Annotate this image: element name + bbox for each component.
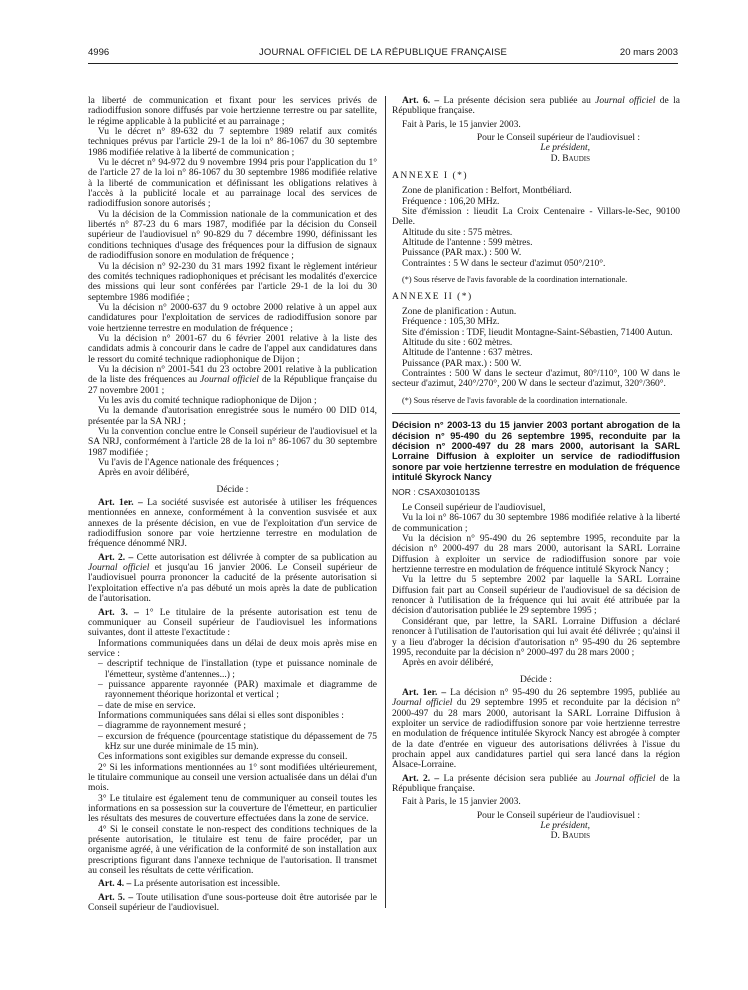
page-header — [88, 47, 678, 61]
annex-line: Site d'émission : TDF, lieudit Montagne-Saint-Sébastien, 71400 Autun. — [402, 327, 673, 338]
article-1: Art. 1er. – La décision n° 95-490 du 26 septembre 1995, publiée au Journal officiel du 29 septembre 1995 et reconduite par la décision n° 2000-497 du 28 mars 2000, autorisant la SARL Lorraine Diffusion à exploiter un service de radiodiffusion sonore par voie hertzienne terrestre en modulation de fréquence intitulée Skyrock Nancy est abrogée à compter de la date d'entrée en vigueur des autorisations délivrées à l'issue du prochain appel aux candidatures partiel qui sera lancé dans la région Alsace-Lorraine. — [392, 687, 681, 771]
column-divider — [385, 96, 386, 908]
paragraph: Vu la loi n° 86-1067 du 30 septembre 1986 modifiée relative à la liberté de communication ; — [392, 513, 680, 534]
section-separator — [392, 413, 680, 414]
decision-title: Décision n° 2003-13 du 15 janvier 2003 portant abrogation de la décision n° 95-490 du 26 septembre 1995, reconduite par la décision n° 2000-497 du 28 mars 2000, autorisant la SARL Lorraine Diffusion à exploiter un service de radiodiffusion sonore par voie hertzienne terrestre en modulation de fréquence intitulé Skyrock Nancy — [392, 420, 680, 483]
header-rule — [88, 63, 678, 64]
paragraph: Ces informations sont exigibles sur demande expresse du conseil. — [98, 752, 348, 763]
paragraph: Vu la décision n° 2001-541 du 23 octobre 2001 relative à la publication de la liste des fréquences au Journal officiel de la République française du 27 novembre 2001 ; — [88, 364, 377, 396]
page-number: 4996 — [88, 47, 110, 58]
signature-for: Pour le Conseil supérieur de l'audiovisuel : — [476, 810, 640, 821]
annex-footnote: (*) Sous réserve de l'avis favorable de la coordination internationale. — [402, 275, 628, 285]
paragraph: Vu la demande d'autorisation enregistrée sous le numéro 00 DID 014, présentée par la SA NRJ ; — [88, 406, 377, 427]
annex-line: Fréquence : 105,30 MHz. — [402, 317, 500, 328]
article-3: Art. 3. – 1° Le titulaire de la présente autorisation est tenu de communiquer au Conseil supérieur de l'audiovisuel les informations suivantes, dont il atteste l'exactitude : — [88, 607, 377, 639]
annex-line: Puissance (PAR max.) : 500 W. — [402, 358, 522, 369]
signature-name: D. Baudis — [550, 153, 590, 164]
article-5: Art. 5. – Toute utilisation d'une sous-porteuse doit être autorisée par le Conseil supérieur de l'audiovisuel. — [88, 892, 377, 914]
done-at: Fait à Paris, le 15 janvier 2003. — [402, 797, 521, 808]
paragraph: Vu la décision n° 2001-67 du 6 février 2001 relative à la liste des candidats admis à concourir dans le cadre de l'appel aux candidatures dans le ressort du comité technique radiophonique de Dijon ; — [88, 333, 377, 365]
signature-name: D. Baudis — [550, 831, 590, 842]
paragraph: Vu la lettre du 5 septembre 2002 par laquelle la SARL Lorraine Diffusion fait part au Conseil supérieur de l'audiovisuel de sa décision de renoncer à l'utilisation de la fréquence qui lui avait été attribuée par la décision d'autorisation publiée le 29 septembre 1995 ; — [392, 575, 680, 617]
paragraph: Le Conseil supérieur de l'audiovisuel, — [402, 503, 546, 514]
decide-heading: Décide : — [520, 674, 552, 685]
paragraph: Vu l'avis de l'Agence nationale des fréquences ; — [98, 458, 279, 469]
right-column — [392, 96, 680, 842]
left-column — [88, 96, 377, 913]
paragraph: Informations communiquées sans délai si elles sont disponibles : — [98, 710, 344, 721]
paragraph: 3° Le titulaire est également tenu de communiquer au conseil toutes les informations en sa possession sur la couverture de l'émetteur, en particulier les résultats des mesures de couverture effectuées dans la zone de service. — [88, 793, 377, 825]
paragraph: Vu la décision de la Commission nationale de la communication et des libertés n° 87-23 du 6 mars 1987, modifiée par la décision du Conseil supérieur de l'audiovisuel n° 90-829 du 7 décembre 1990, définissant les conditions techniques d'usage des fréquences pour la diffusion de signaux de radiodiffusion sonore en modulation de fréquence ; — [88, 209, 377, 262]
paragraph: Vu la décision n° 95-490 du 26 septembre 1995, reconduite par la décision n° 2000-497 du 28 mars 2000, autorisant la SARL Lorraine Diffusion à exploiter un service de radiodiffusion sonore par voie hertzienne terrestre en modulation de fréquence intitulé Skyrock Nancy ; — [392, 534, 680, 576]
annex-line: Contraintes : 500 W dans le secteur d'azimut, 80°/110°, 100 W dans le secteur d'azimut, 240°/270°, 200 W dans le secteur d'azimut, 320°/360°. — [392, 369, 680, 390]
article-4: Art. 4. – La présente autorisation est incessible. — [98, 879, 281, 890]
article-2: Art. 2. – La présente décision sera publiée au Journal officiel de la République française. — [392, 773, 680, 794]
annex-line: Altitude du site : 575 mètres. — [402, 227, 513, 238]
paragraph: Après en avoir délibéré, — [98, 468, 190, 479]
signature-role: Le président, — [540, 143, 590, 154]
article-1: Art. 1er. – La société susvisée est autorisée à utiliser les fréquences mentionnées en annexe, conformément à la convention susvisée et aux annexes de la présente décision, en vue de l'exploitation d'un service de radiodiffusion sonore par voie hertzienne terrestre en modulation de fréquence dénommé NRJ. — [88, 498, 377, 550]
paragraph: Vu le décret n° 89-632 du 7 septembre 1989 relatif aux comités techniques prévus par l'article 29-1 de la loi n° 86-1067 du 30 septembre 1986 modifiée relative à la liberté de communication ; — [88, 127, 377, 158]
paragraph: Après en avoir délibéré, — [402, 658, 494, 669]
annex-line: Zone de planification : Autun. — [402, 307, 517, 317]
list-item: – excursion de fréquence (pourcentage statistique du dépassement de 75 kHz sur une durée minimale de 15 min). — [98, 731, 377, 752]
paragraph: Informations communiquées dans un délai de deux mois après mise en service : — [88, 638, 377, 659]
paragraph: Vu la convention conclue entre le Conseil supérieur de l'audiovisuel et la SA NRJ, conformément à l'article 28 de la loi n° 86-1067 du 30 septembre 1987 modifiée ; — [88, 427, 377, 458]
paragraph: 4° Si le conseil constate le non-respect des conditions techniques de la présente autorisation, le titulaire est tenu de faire procéder, par un organisme agréé, à une vérification de la conformité de son installation aux prescriptions figurant dans l'annexe technique de l'autorisation. Il transmet au conseil les résultats de cette vérification. — [88, 824, 377, 877]
paragraph: la liberté de communication et fixant pour les services privés de radiodiffusion sonore diffusés par voie hertzienne terrestre ou par satellite, le régime applicable à la publicité et au parrainage ; — [88, 96, 377, 127]
annex-footnote: (*) Sous réserve de l'avis favorable de la coordination internationale. — [402, 395, 628, 405]
paragraph: Vu les avis du comité technique radiophonique de Dijon ; — [98, 395, 317, 406]
annex-line: Altitude du site : 602 mètres. — [402, 338, 513, 349]
list-item: – descriptif technique de l'installation (type et puissance nominale de l'émetteur, système d'antennes...) ; — [98, 659, 377, 680]
article-2: Art. 2. – Cette autorisation est délivrée à compter de sa publication au Journal officiel et jusqu'au 16 janvier 2006. Le Conseil supérieur de l'audiovisuel pourra prononcer la caducité de la présente autorisation si l'exploitation effective n'a pas débuté un mois après la date de publication de l'autorisation. — [88, 552, 378, 605]
annex-line: Fréquence : 106,20 MHz. — [402, 196, 500, 207]
done-at: Fait à Paris, le 15 janvier 2003. — [402, 119, 521, 130]
paragraph: 2° Si les informations mentionnées au 1° sont modifiées ultérieurement, le titulaire communique au conseil une version actualisée dans un délai d'un mois. — [88, 762, 377, 794]
annex-line: Puissance (PAR max.) : 500 W. — [402, 248, 522, 259]
paragraph: Considérant que, par lettre, la SARL Lorraine Diffusion a déclaré renoncer à l'utilisation de l'autorisation qui lui avait été délivrée ; qu'ainsi il y a lieu d'abroger la décision d'autorisation n° 95-490 du 26 septembre 1995, reconduite par la décision n° 2000-497 du 28 mars 2000 ; — [392, 616, 680, 658]
list-item: – puissance apparente rayonnée (PAR) maximale et diagramme de rayonnement théorique horizontal et vertical ; — [98, 679, 377, 701]
signature-for: Pour le Conseil supérieur de l'audiovisuel : — [476, 133, 640, 144]
decide-heading: Décide : — [216, 484, 249, 495]
annex-line: Zone de planification : Belfort, Montbéliard. — [402, 186, 572, 197]
list-item: – date de mise en service. — [98, 700, 196, 711]
signature-role: Le président, — [540, 821, 590, 831]
annex-line: Contraintes : 5 W dans le secteur d'azimut 050°/210°. — [402, 258, 606, 269]
paragraph: Vu la décision n° 2000-637 du 9 octobre 2000 relative à un appel aux candidatures pour l'exploitation de services de radiodiffusion sonore par voie hertzienne terrestre en modulation de fréquence ; — [88, 302, 377, 334]
article-6: Art. 6. – La présente décision sera publiée au Journal officiel de la République française. — [392, 96, 680, 117]
list-item: – diagramme de rayonnement mesuré ; — [98, 721, 246, 732]
journal-title: JOURNAL OFFICIEL DE LA RÉPUBLIQUE FRANÇAISE — [258, 47, 508, 58]
paragraph: Vu la décision n° 92-230 du 31 mars 1992 fixant le règlement intérieur des comités techniques radiophoniques et précisant les modalités d'exercice des missions qui leur sont conférées par l'article 29-1 de la loi du 30 septembre 1986 modifiée ; — [88, 261, 377, 303]
annex-line: Altitude de l'antenne : 637 mètres. — [402, 348, 533, 359]
nor-reference: NOR : CSAX0301013S — [392, 486, 480, 497]
annex-line: Site d'émission : lieudit La Croix Centenaire - Villars-le-Sec, 90100 Delle. — [392, 207, 680, 228]
annex-2-title: ANNEXE II (*) — [392, 291, 473, 302]
annex-line: Altitude de l'antenne : 599 mètres. — [402, 238, 533, 249]
issue-date: 20 mars 2003 — [619, 47, 678, 58]
annex-1-title: ANNEXE I (*) — [392, 171, 469, 182]
paragraph: Vu le décret n° 94-972 du 9 novembre 1994 pris pour l'application du 1° de l'article 27 de la loi n° 86-1067 du 30 septembre 1986 modifiée relative à la liberté de communication et définissant les obligations relatives à l'accès à la publicité locale et au parrainage local des services de radiodiffusion sonore autorisés ; — [88, 158, 377, 210]
